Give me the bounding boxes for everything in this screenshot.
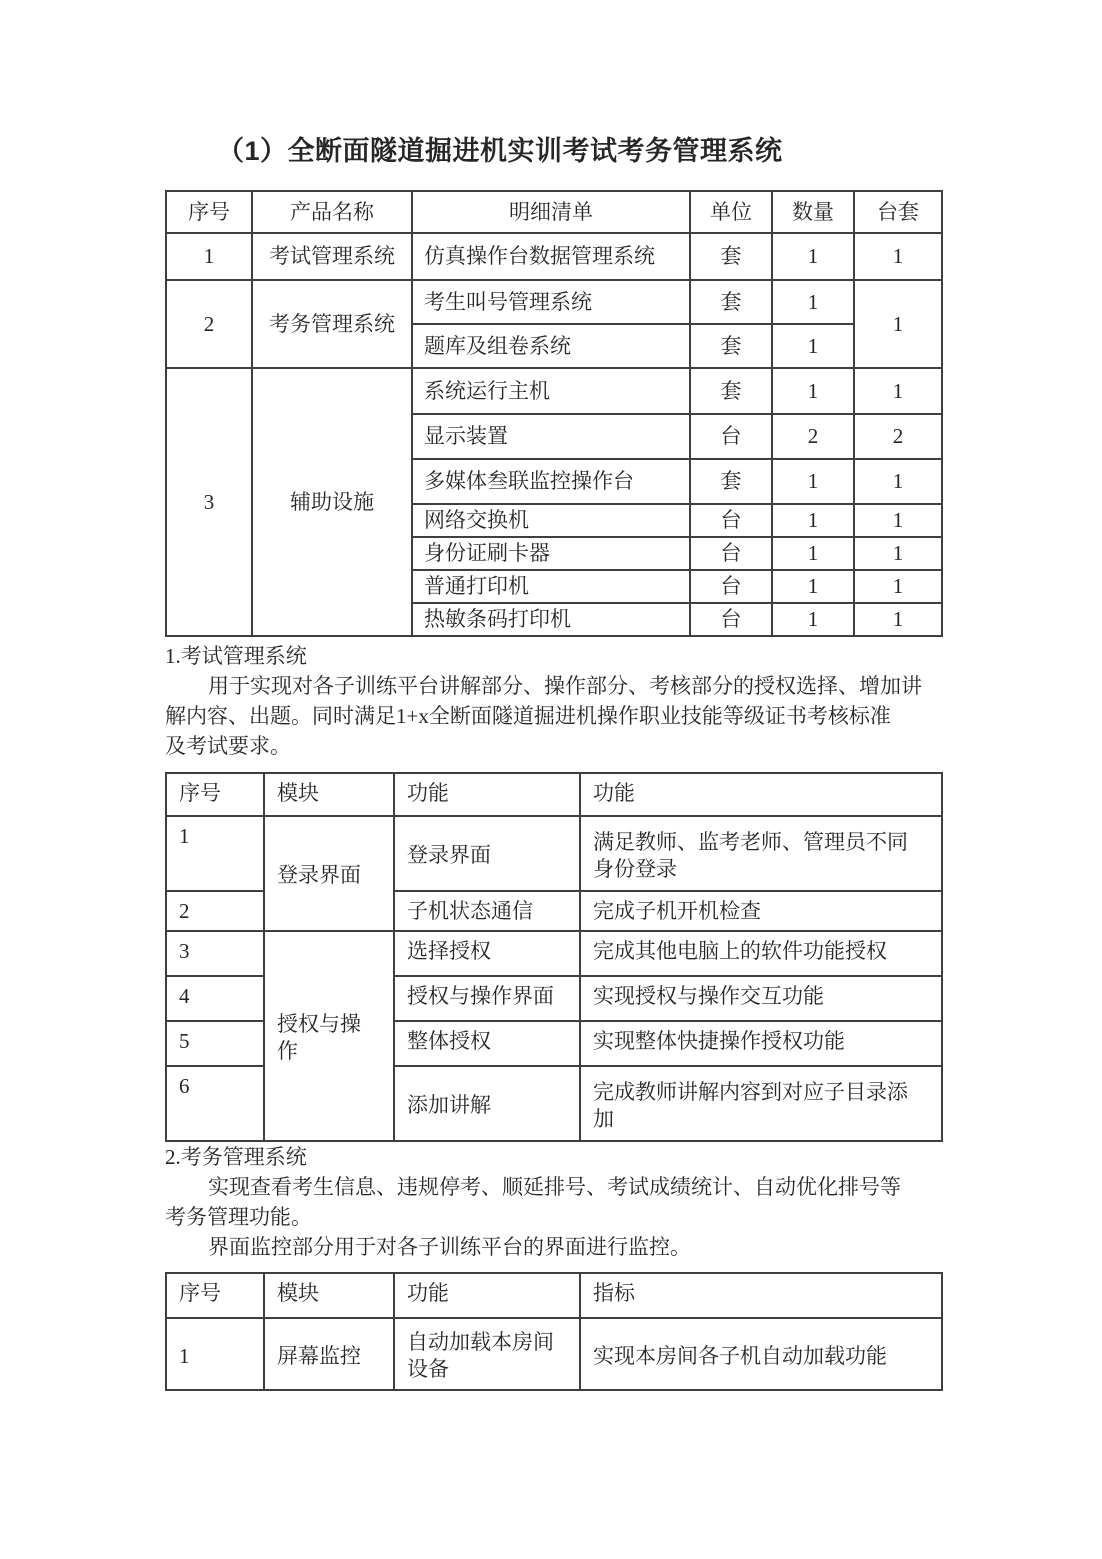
header-cell: 台套 [854,191,942,233]
header-cell: 模块 [264,1273,394,1318]
table-row [166,1318,942,1390]
equipment-table [165,190,943,637]
document-title: （1）全断面隧道掘进机实训考试考务管理系统 [217,136,783,166]
table-cell: 1 [772,504,854,537]
header-cell: 产品名称 [252,191,412,233]
table-cell: 套 [690,324,772,368]
table-cell: 2 [772,414,854,459]
table-cell: 台 [690,504,772,537]
table-cell: 1 [854,570,942,603]
table-cell: 1 [166,816,264,891]
table-cell: 登录界面 [264,816,394,931]
table-cell: 题库及组卷系统 [412,324,690,368]
header-cell: 功能 [394,1273,580,1318]
header-cell: 序号 [166,773,264,816]
header-cell: 功能 [394,773,580,816]
table-cell: 6 [166,1066,264,1141]
table-cell: 辅助设施 [252,368,412,636]
table-cell: 1 [854,368,942,414]
table-cell: 热敏条码打印机 [412,603,690,636]
table-cell: 实现本房间各子机自动加载功能 [580,1318,942,1390]
table-cell: 1 [854,504,942,537]
paragraph-line: 考务管理功能。 [165,1205,312,1229]
table-cell: 考试管理系统 [252,233,412,280]
table-cell: 3 [166,931,264,976]
table-cell: 1 [772,324,854,368]
table-cell: 1 [772,459,854,504]
monitor-table [165,1272,943,1391]
table-cell: 完成其他电脑上的软件功能授权 [580,931,942,976]
table-cell: 套 [690,459,772,504]
table-cell: 登录界面 [394,816,580,891]
table-row [166,233,942,280]
section-1-heading: 1.考试管理系统 [165,644,307,668]
table-cell: 1 [854,459,942,504]
table-cell: 1 [854,603,942,636]
table-cell: 5 [166,1021,264,1066]
table-cell: 系统运行主机 [412,368,690,414]
paragraph-line: 及考试要求。 [165,734,291,758]
table-cell: 完成教师讲解内容到对应子目录添加 [580,1066,942,1141]
table-cell: 1 [854,233,942,280]
paragraph-line: 实现查看考生信息、违规停考、顺延排号、考试成绩统计、自动优化排号等 [208,1175,901,1199]
table-cell: 1 [854,537,942,570]
table-cell: 子机状态通信 [394,891,580,931]
header-cell: 序号 [166,1273,264,1318]
table-header-row [166,191,942,233]
table-cell: 普通打印机 [412,570,690,603]
header-cell: 明细清单 [412,191,690,233]
section-1 [165,641,965,761]
header-cell: 单位 [690,191,772,233]
paragraph-line: 用于实现对各子训练平台讲解部分、操作部分、考核部分的授权选择、增加讲 [208,674,922,698]
header-cell: 序号 [166,191,252,233]
section-2-heading: 2.考务管理系统 [165,1145,307,1169]
table-cell: 实现授权与操作交互功能 [580,976,942,1021]
table-cell: 实现整体快捷操作授权功能 [580,1021,942,1066]
table-cell: 显示装置 [412,414,690,459]
table-cell: 台 [690,570,772,603]
table-cell: 套 [690,280,772,324]
table-cell: 1 [772,570,854,603]
table-cell: 满足教师、监考老师、管理员不同身份登录 [580,816,942,891]
table-cell: 2 [166,280,252,368]
table-header-row [166,773,942,816]
table-cell: 3 [166,368,252,636]
paragraph-line: 界面监控部分用于对各子训练平台的界面进行监控。 [208,1235,691,1259]
table-cell: 台 [690,537,772,570]
table-cell: 1 [772,280,854,324]
table-cell: 套 [690,233,772,280]
table-cell: 选择授权 [394,931,580,976]
table-cell: 仿真操作台数据管理系统 [412,233,690,280]
header-cell: 功能 [580,773,942,816]
table-cell: 套 [690,368,772,414]
table-row [166,816,942,891]
table-row [166,280,942,324]
table-cell: 台 [690,414,772,459]
table-cell: 自动加载本房间设备 [394,1318,580,1390]
table-cell: 网络交换机 [412,504,690,537]
section-2 [165,1142,965,1262]
table-cell: 1 [166,1318,264,1390]
table-cell: 1 [772,368,854,414]
table-cell: 屏幕监控 [264,1318,394,1390]
table-cell: 1 [772,233,854,280]
paragraph-line: 解内容、出题。同时满足1+x全断面隧道掘进机操作职业技能等级证书考核标准 [165,704,891,728]
header-cell: 模块 [264,773,394,816]
table-cell: 添加讲解 [394,1066,580,1141]
table-cell: 授权与操作 [264,931,394,1141]
table-cell: 1 [772,537,854,570]
table-cell: 台 [690,603,772,636]
table-cell: 1 [854,280,942,368]
table-row [166,931,942,976]
table-cell: 4 [166,976,264,1021]
table-cell: 1 [166,233,252,280]
table-header-row [166,1273,942,1318]
table-cell: 2 [854,414,942,459]
header-cell: 数量 [772,191,854,233]
table-cell: 整体授权 [394,1021,580,1066]
exam-functions-table [165,772,943,1142]
table-cell: 2 [166,891,264,931]
table-cell: 多媒体叁联监控操作台 [412,459,690,504]
table-cell: 完成子机开机检查 [580,891,942,931]
table-cell: 1 [772,603,854,636]
header-cell: 指标 [580,1273,942,1318]
table-cell: 身份证刷卡器 [412,537,690,570]
table-cell: 授权与操作界面 [394,976,580,1021]
table-cell: 考务管理系统 [252,280,412,368]
table-row [166,368,942,414]
table-cell: 考生叫号管理系统 [412,280,690,324]
